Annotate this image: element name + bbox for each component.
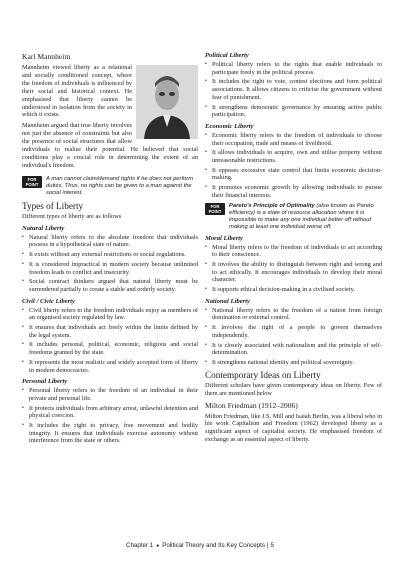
list-item: ▪ Personal liberty refers to the freedom of an individual in their private and personal life. xyxy=(22,387,198,402)
contemporary-heading: Contemporary Ideas on Liberty xyxy=(205,369,321,380)
political-liberty-list xyxy=(205,61,382,119)
types-intro: Different types of liberty are as follows xyxy=(22,212,122,220)
civil-liberty-heading: Civil / Civic Liberty xyxy=(22,297,75,305)
natural-liberty-heading: Natural Liberty xyxy=(22,224,65,232)
personal-liberty-heading: Personal Liberty xyxy=(22,378,68,386)
economic-liberty-heading: Economic Liberty xyxy=(205,122,254,130)
list-item: ▪ It opposes excessive state control that limits economic decision-making. xyxy=(205,167,382,182)
list-item: ▪ It strengthens democratic governance by ensuring active public participation. xyxy=(205,104,382,119)
separator-icon: | xyxy=(266,542,269,549)
friedman-heading: Milton Friedman (1912–2006) xyxy=(205,400,298,410)
forpoint-box-2 xyxy=(205,203,382,231)
list-item: ▪ Economic liberty refers to the freedom of individuals to choose their occupation, trade and means of livelihood. xyxy=(205,132,382,147)
list-item: ▪ It supports ethical decision-making in a civilised society. xyxy=(205,286,382,294)
list-item: ▪ It strengthens national identity and political sovereignty. xyxy=(205,359,382,367)
list-item: ▪ It includes personal, political, economic, religious and social freedoms granted by the state. xyxy=(22,341,198,356)
footer-title: Political Theory and Its Key Concepts xyxy=(162,542,265,549)
friedman-paragraph: Milton Friedman, like J.S. Mill and Isaiah Berlin, was a liberal who in his work Capitalism and Freedom (1962) developed liberty as a significant aspect of capitalist society. He emphasised freedom of exchange as an essential aspect of liberty. xyxy=(205,412,382,444)
list-item: ▪ It ensures that individuals act freely within the limits defined by the legal system. xyxy=(22,324,198,339)
bullet-icon: ● xyxy=(156,543,160,549)
list-item: ▪ It involves the right of a people to govern themselves independently. xyxy=(205,324,382,339)
mannheim-paragraph-2: Mannheim argued that true liberty involves not just the absence of constraints but also the presence of social structures that allow individuals to realise their potential. He believed that social conditions play a crucial role in determining the extent of an individual's freedom. xyxy=(22,122,198,169)
page-number: 5 xyxy=(270,542,274,549)
national-liberty-list xyxy=(205,307,382,367)
forpoint-title: Pareto's Principle of Optimality xyxy=(229,202,315,209)
list-item: ▪ Moral liberty refers to the freedom of individuals to act according to their conscience. xyxy=(205,244,382,259)
forpoint-body: (also known as Pareto efficiency) is a state of resource allocation where it is impossible to make any one individual better off without making at least one individual worse off. xyxy=(229,202,374,230)
list-item: ▪ It involves the ability to distinguish between right and wrong and to act ethically. It encourages individuals to develop their moral character. xyxy=(205,261,382,284)
list-item: ▪ It includes the right to privacy, free movement and bodily integrity. It ensures that individuals exercise autonomy without interference from the state or others. xyxy=(22,422,198,445)
forpoint-text: A man cannot claim/demand rights if he does not perform duties. Thus, no rights can be given to a man against the social interest. xyxy=(46,175,194,196)
personal-liberty-list xyxy=(22,387,198,445)
forpoint-badge: FOR POINT xyxy=(22,176,42,188)
forpoint-text xyxy=(229,203,382,231)
page-footer xyxy=(0,542,400,549)
footer-chapter: Chapter 1 xyxy=(125,542,154,549)
moral-liberty-list xyxy=(205,244,382,294)
moral-liberty-heading: Moral Liberty xyxy=(205,234,243,242)
list-item: ▪ Political liberty refers to the rights that enable individuals to participate freely in the political process. xyxy=(205,61,382,76)
civil-liberty-list xyxy=(22,307,198,375)
list-item: ▪ Civil liberty refers to the freedom individuals enjoy as members of an organised society regulated by law. xyxy=(22,307,198,322)
portrait-image xyxy=(136,65,198,139)
mannheim-photo xyxy=(136,65,198,139)
mannheim-section xyxy=(22,64,198,173)
left-column xyxy=(22,52,198,447)
list-item: ▪ It protects individuals from arbitrary arrest, unlawful detention and physical coercion. xyxy=(22,405,198,420)
contemporary-intro: Different scholars have given contemporary ideas on liberty. Few of them are mentioned below xyxy=(205,381,382,397)
political-liberty-heading: Political Liberty xyxy=(205,52,249,59)
forpoint-badge: FOR POINT xyxy=(205,203,225,215)
list-item: ▪ It promotes economic growth by allowing individuals to pursue their financial interests. xyxy=(205,184,382,199)
right-column xyxy=(205,52,382,447)
national-liberty-heading: National Liberty xyxy=(205,297,250,305)
list-item: ▪ Social contract thinkers argued that natural liberty must be surrendered partially to create a stable and orderly society. xyxy=(22,278,198,293)
list-item: ▪ It is closely associated with nationalism and the principle of self-determination. xyxy=(205,342,382,357)
list-item: ▪ It is considered impractical in modern society because unlimited freedom leads to conflict and insecurity. xyxy=(22,261,198,276)
list-item: ▪ Natural liberty refers to the absolute freedom that individuals possess in a hypothetical state of nature. xyxy=(22,234,198,249)
list-item: ▪ It allows individuals to acquire, own and utilise property without unreasonable restrictions. xyxy=(205,149,382,164)
list-item: ▪ It represents the most realistic and widely accepted form of liberty in modern democracies. xyxy=(22,359,198,374)
mannheim-heading: Karl Mannheim xyxy=(22,52,71,61)
economic-liberty-list xyxy=(205,132,382,200)
list-item: ▪ It exists without any external restrictions or social regulations. xyxy=(22,251,198,259)
list-item: ▪ National liberty refers to the freedom of a nation from foreign domination or external control. xyxy=(205,307,382,322)
forpoint-box-1 xyxy=(22,176,198,197)
types-heading: Types of Liberty xyxy=(22,200,84,211)
natural-liberty-list xyxy=(22,234,198,294)
mannheim-paragraph-1: Mannheim viewed liberty as a relational and socially conditioned concept, where the freedom of individuals is influenced by their social and historical context. He emphasised that liberty cannot be understood in isolation from the society in which it exists. xyxy=(22,64,132,119)
list-item: ▪ It includes the right to vote, contest elections and form political associations. It allows citizens to criticise the government without fear of punishment. xyxy=(205,78,382,101)
